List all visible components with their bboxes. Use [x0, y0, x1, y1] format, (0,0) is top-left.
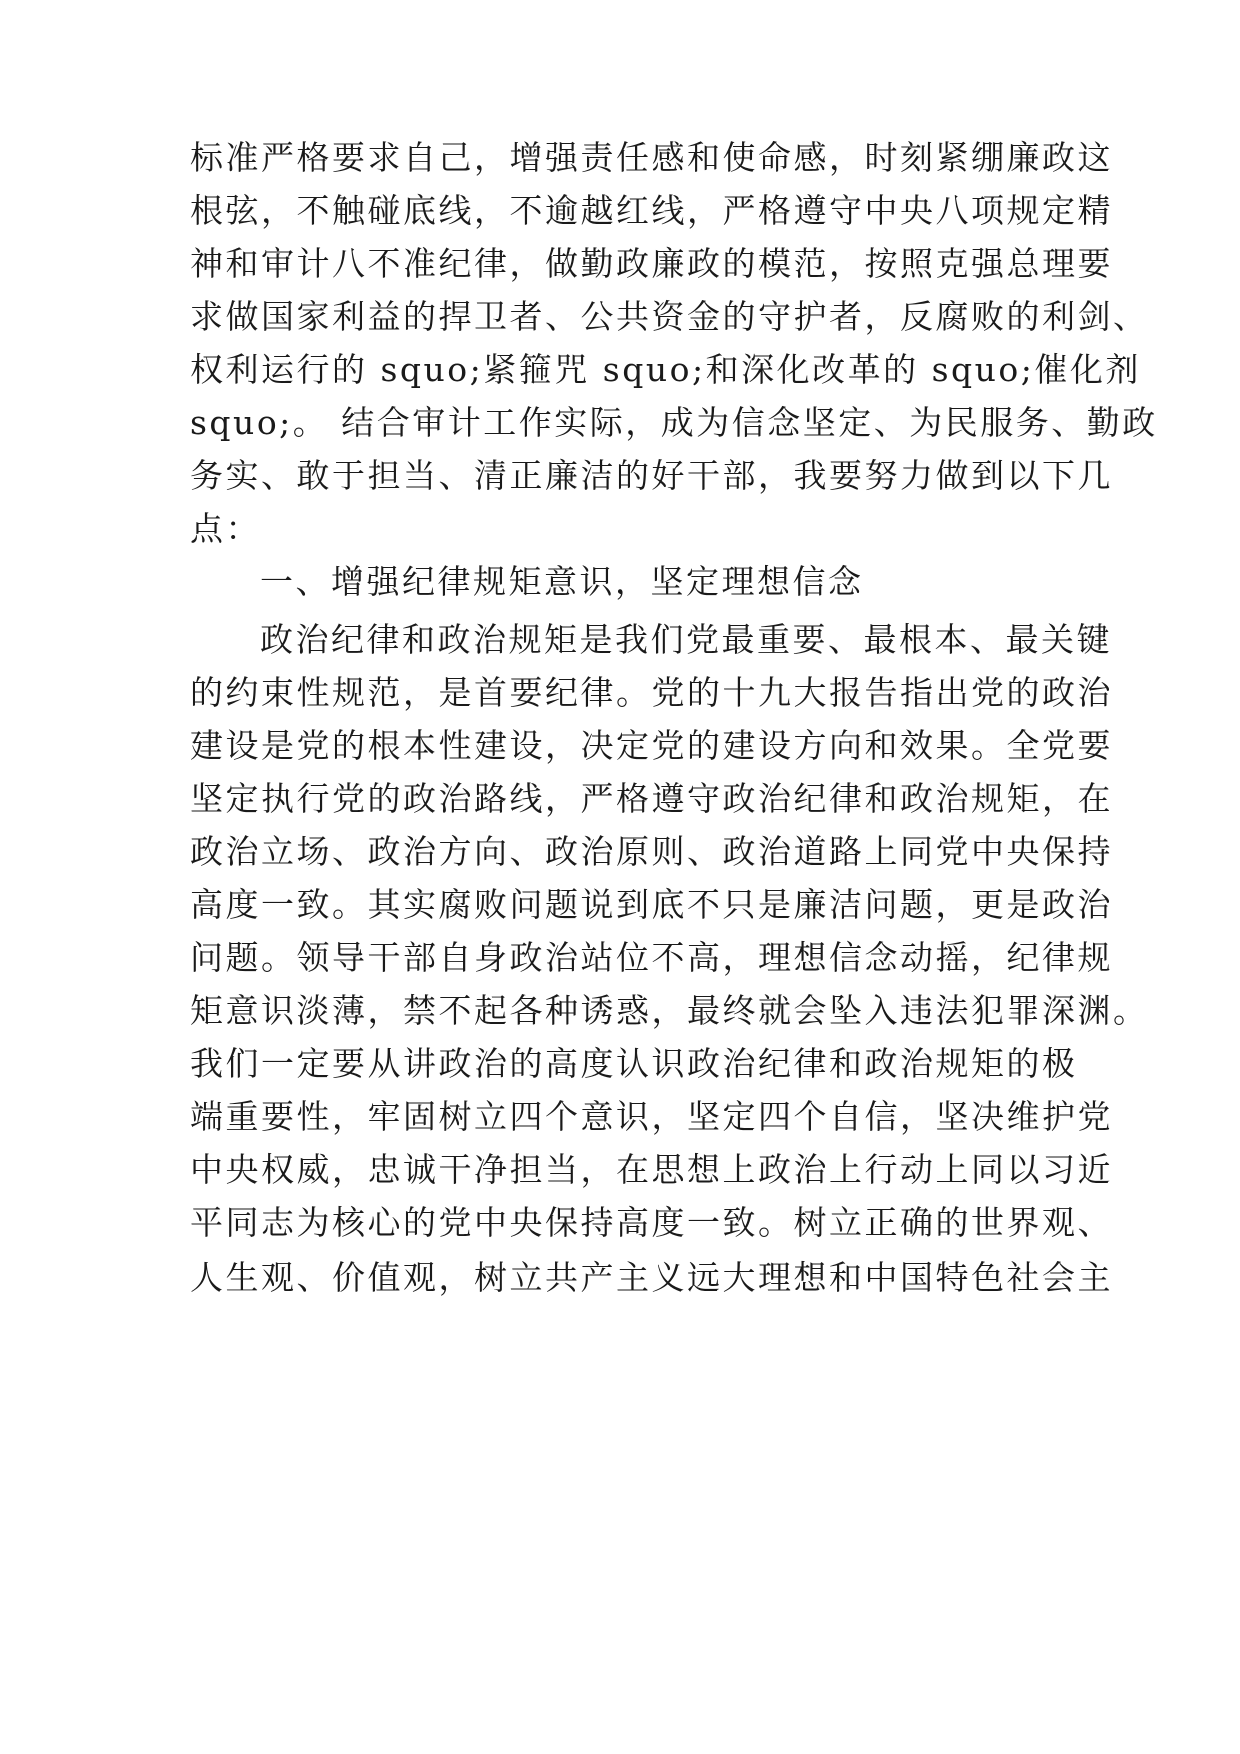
- paragraph-line: 政治立场、政治方向、政治原则、政治道路上同党中央保持: [190, 832, 1113, 871]
- paragraph-line: 点：: [190, 509, 261, 548]
- paragraph-line: 标准严格要求自己，增强责任感和使命感，时刻紧绷廉政这: [190, 138, 1113, 177]
- paragraph-line: 矩意识淡薄，禁不起各种诱惑，最终就会坠入违法犯罪深渊。: [190, 991, 1149, 1030]
- paragraph-line: 坚定执行党的政治路线，严格遵守政治纪律和政治规矩，在: [190, 779, 1113, 818]
- paragraph-line: 人生观、价值观，树立共产主义远大理想和中国特色社会主: [190, 1258, 1113, 1297]
- paragraph-line: 中央权威，忠诚干净担当，在思想上政治上行动上同以习近: [190, 1150, 1113, 1189]
- paragraph-line: 建设是党的根本性建设，决定党的建设方向和效果。全党要: [190, 726, 1113, 765]
- section-heading: 一、增强纪律规矩意识，坚定理想信念: [260, 562, 864, 601]
- paragraph-line: 平同志为核心的党中央保持高度一致。树立正确的世界观、: [190, 1203, 1113, 1242]
- paragraph-line: squo;。 结合审计工作实际，成为信念坚定、为民服务、勤政: [190, 403, 1158, 442]
- paragraph-line: 权利运行的 squo;紧箍咒 squo;和深化改革的 squo;催化剂: [190, 350, 1141, 389]
- paragraph-line: 我们一定要从讲政治的高度认识政治纪律和政治规矩的极: [190, 1044, 1078, 1083]
- paragraph-line: 的约束性规范，是首要纪律。党的十九大报告指出党的政治: [190, 673, 1113, 712]
- paragraph-line: 神和审计八不准纪律，做勤政廉政的模范，按照克强总理要: [190, 244, 1113, 283]
- paragraph-line: 问题。领导干部自身政治站位不高，理想信念动摇，纪律规: [190, 938, 1113, 977]
- paragraph-line: 高度一致。其实腐败问题说到底不只是廉洁问题，更是政治: [190, 885, 1113, 924]
- paragraph-line: 根弦，不触碰底线，不逾越红线，严格遵守中央八项规定精: [190, 191, 1113, 230]
- paragraph-line: 端重要性，牢固树立四个意识，坚定四个自信，坚决维护党: [190, 1097, 1113, 1136]
- paragraph-line: 求做国家利益的捍卫者、公共资金的守护者，反腐败的利剑、: [190, 297, 1149, 336]
- paragraph-line: 政治纪律和政治规矩是我们党最重要、最根本、最关键: [260, 620, 1112, 659]
- paragraph-line: 务实、敢于担当、清正廉洁的好干部，我要努力做到以下几: [190, 456, 1113, 495]
